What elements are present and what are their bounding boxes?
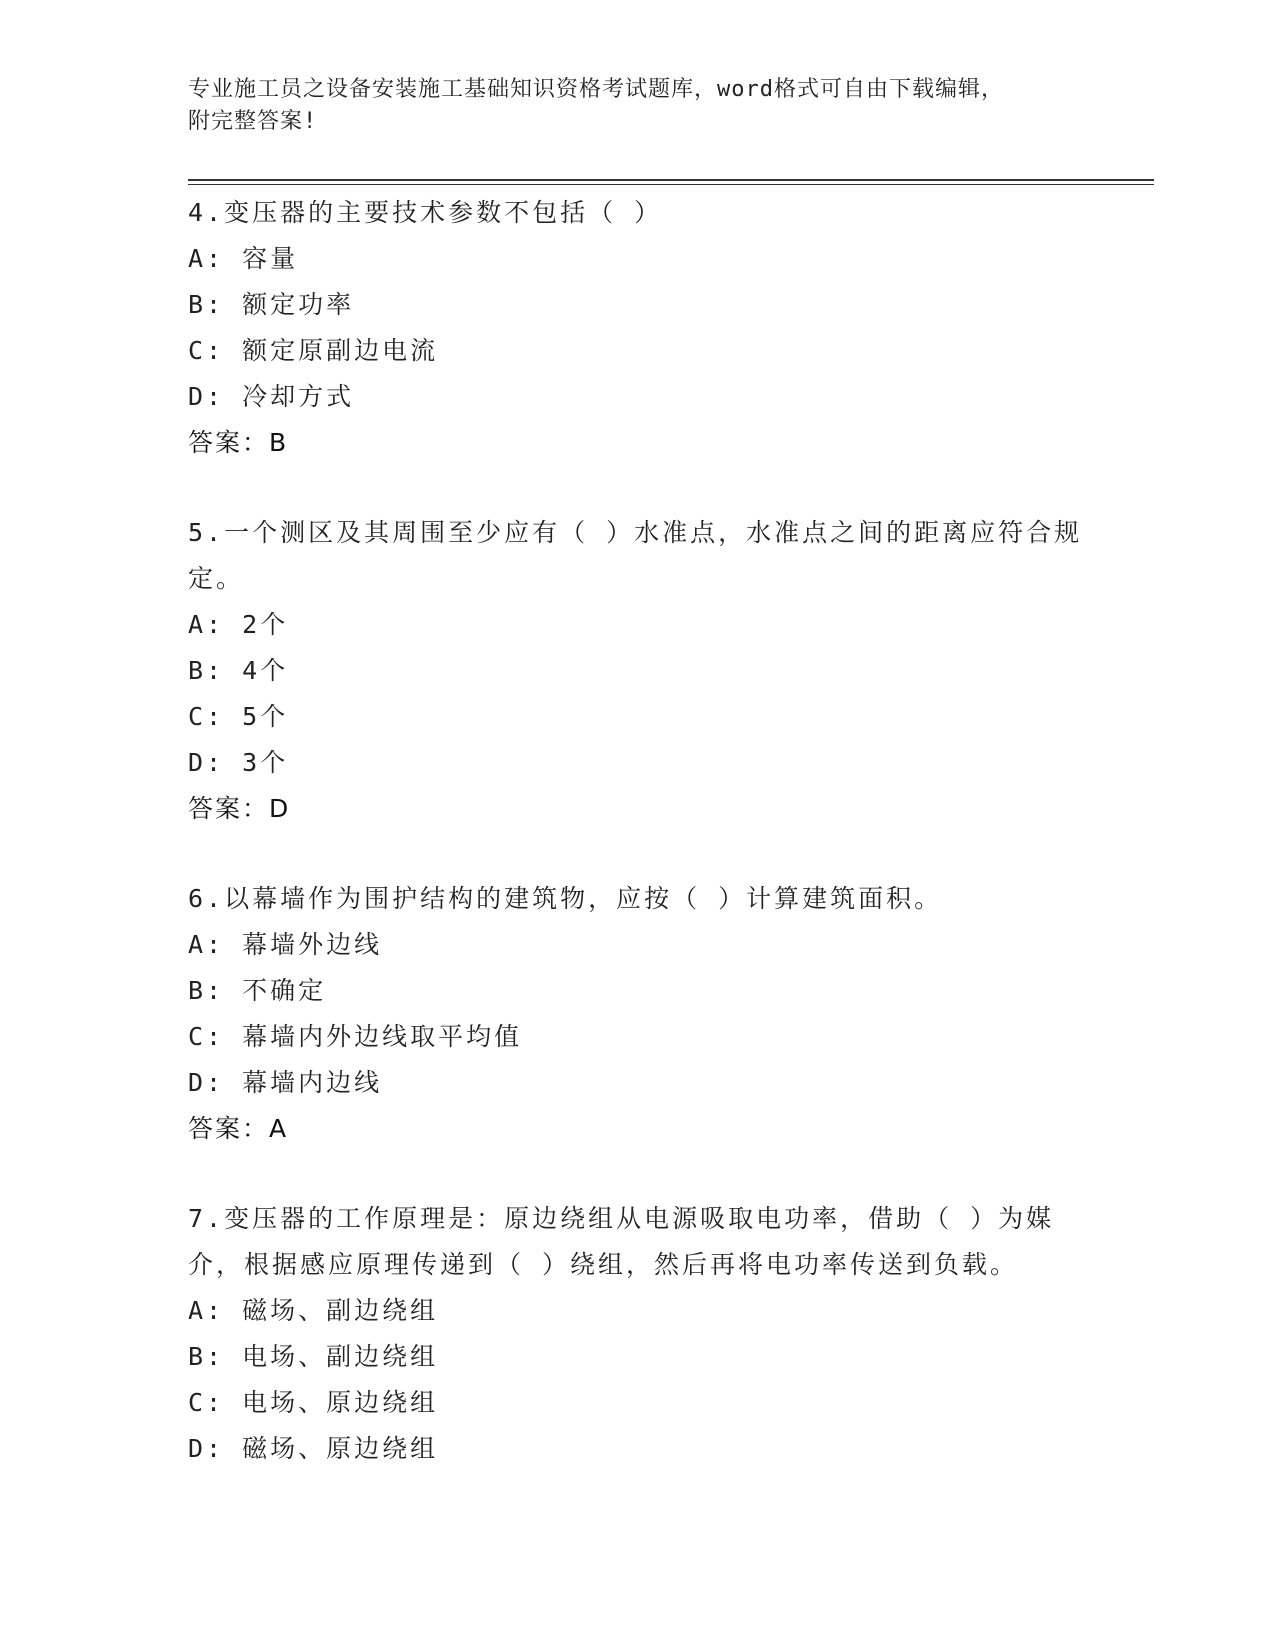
option-d: D: 磁场、原边绕组 xyxy=(188,1434,439,1463)
question-list xyxy=(188,190,1088,1516)
header-line-1: 专业施工员之设备安装施工基础知识资格考试题库，word格式可自由下载编辑， xyxy=(188,77,1004,102)
option-c: C: 5个 xyxy=(188,702,289,731)
question-4 xyxy=(188,190,1088,466)
question-stem: 7.变压器的工作原理是：原边绕组从电源吸取电功率，借助（ ）为媒介，根据感应原理传递到（ ）绕组，然后再将电功率传送到负载。 xyxy=(188,1204,1055,1279)
option-a: A: 容量 xyxy=(188,244,299,273)
header-divider-thick xyxy=(188,179,1154,181)
option-c: C: 电场、原边绕组 xyxy=(188,1388,439,1417)
question-stem: 6.以幕墙作为围护结构的建筑物，应按（ ）计算建筑面积。 xyxy=(188,884,943,913)
document-header xyxy=(188,74,1088,138)
option-c: C: 额定原副边电流 xyxy=(188,336,439,365)
option-b: B: 额定功率 xyxy=(188,290,355,319)
option-b: B: 不确定 xyxy=(188,976,327,1005)
option-b: B: 4个 xyxy=(188,656,289,685)
header-line-2: 附完整答案! xyxy=(188,109,318,134)
option-d: D: 冷却方式 xyxy=(188,382,355,411)
option-c: C: 幕墙内外边线取平均值 xyxy=(188,1022,523,1051)
option-d: D: 幕墙内边线 xyxy=(188,1068,383,1097)
answer-line: 答案：D xyxy=(188,794,291,823)
question-5 xyxy=(188,510,1088,832)
answer-line: 答案：A xyxy=(188,1114,289,1143)
question-stem: 4.变压器的主要技术参数不包括（ ） xyxy=(188,198,663,227)
header-divider-thin xyxy=(188,184,1154,185)
option-a: A: 2个 xyxy=(188,610,289,639)
option-b: B: 电场、副边绕组 xyxy=(188,1342,439,1371)
question-6 xyxy=(188,876,1088,1152)
question-stem: 5.一个测区及其周围至少应有（ ）水准点，水准点之间的距离应符合规定。 xyxy=(188,518,1083,593)
option-a: A: 磁场、副边绕组 xyxy=(188,1296,439,1325)
answer-line: 答案：B xyxy=(188,428,289,457)
question-7 xyxy=(188,1196,1088,1472)
option-d: D: 3个 xyxy=(188,748,289,777)
option-a: A: 幕墙外边线 xyxy=(188,930,383,959)
